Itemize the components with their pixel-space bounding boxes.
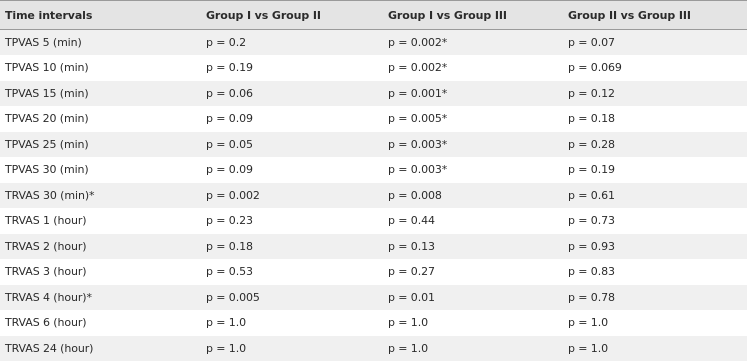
table-row (0, 81, 747, 107)
time-interval-cell: TPVAS 30 (min) (0, 157, 201, 183)
table-row (0, 336, 747, 362)
table-row (0, 234, 747, 260)
p-value-cell: p = 0.23 (201, 208, 383, 234)
table-row (0, 30, 747, 56)
column-header-group-i-vs-iii: Group I vs Group III (383, 1, 563, 30)
p-value-cell: p = 1.0 (201, 336, 383, 362)
p-value-cell: p = 0.06 (201, 81, 383, 107)
p-value-cell: p = 1.0 (563, 336, 747, 362)
p-value-cell: p = 0.44 (383, 208, 563, 234)
time-interval-cell: TRVAS 6 (hour) (0, 310, 201, 336)
p-value-cell: p = 0.83 (563, 259, 747, 285)
p-value-cell: p = 0.002 (201, 183, 383, 209)
table-row (0, 55, 747, 81)
p-value-cell: p = 1.0 (383, 310, 563, 336)
column-header-group-ii-vs-iii: Group II vs Group III (563, 1, 747, 30)
p-value-cell: p = 0.008 (383, 183, 563, 209)
p-value-cell: p = 0.07 (563, 30, 747, 56)
p-value-cell: p = 0.2 (201, 30, 383, 56)
p-value-cell: p = 1.0 (563, 310, 747, 336)
p-value-cell: p = 0.12 (563, 81, 747, 107)
p-value-cell: p = 0.18 (201, 234, 383, 260)
p-value-cell: p = 0.002* (383, 55, 563, 81)
time-interval-cell: TRVAS 1 (hour) (0, 208, 201, 234)
time-interval-cell: TRVAS 3 (hour) (0, 259, 201, 285)
table-row (0, 285, 747, 311)
time-interval-cell: TRVAS 30 (min)* (0, 183, 201, 209)
column-header-group-i-vs-ii: Group I vs Group II (201, 1, 383, 30)
header-row (0, 1, 747, 30)
p-value-cell: p = 0.09 (201, 106, 383, 132)
p-value-cell: p = 0.09 (201, 157, 383, 183)
table-row (0, 157, 747, 183)
time-interval-cell: TRVAS 4 (hour)* (0, 285, 201, 311)
p-value-cell: p = 0.28 (563, 132, 747, 158)
p-value-cell: p = 0.18 (563, 106, 747, 132)
p-value-cell: p = 0.19 (201, 55, 383, 81)
p-value-cell: p = 0.001* (383, 81, 563, 107)
p-value-cell: p = 0.53 (201, 259, 383, 285)
time-interval-cell: TPVAS 25 (min) (0, 132, 201, 158)
p-value-cell: p = 0.78 (563, 285, 747, 311)
p-value-cell: p = 0.002* (383, 30, 563, 56)
table-row (0, 106, 747, 132)
p-value-cell: p = 0.05 (201, 132, 383, 158)
p-value-cell: p = 0.19 (563, 157, 747, 183)
table-row (0, 259, 747, 285)
table-row (0, 132, 747, 158)
table-header (0, 1, 747, 30)
time-interval-cell: TPVAS 20 (min) (0, 106, 201, 132)
p-value-cell: p = 1.0 (201, 310, 383, 336)
p-value-cell: p = 0.61 (563, 183, 747, 209)
p-value-cell: p = 0.01 (383, 285, 563, 311)
p-value-cell: p = 0.003* (383, 157, 563, 183)
table-row (0, 183, 747, 209)
p-value-cell: p = 0.005* (383, 106, 563, 132)
p-value-cell: p = 0.003* (383, 132, 563, 158)
table-row (0, 310, 747, 336)
time-interval-cell: TPVAS 15 (min) (0, 81, 201, 107)
p-value-cell: p = 0.73 (563, 208, 747, 234)
p-value-cell: p = 0.13 (383, 234, 563, 260)
time-interval-cell: TPVAS 5 (min) (0, 30, 201, 56)
p-value-cell: p = 0.93 (563, 234, 747, 260)
column-header-time-intervals: Time intervals (0, 1, 201, 30)
p-value-cell: p = 1.0 (383, 336, 563, 362)
p-value-cell: p = 0.27 (383, 259, 563, 285)
p-value-cell: p = 0.005 (201, 285, 383, 311)
time-interval-cell: TRVAS 24 (hour) (0, 336, 201, 362)
time-interval-cell: TRVAS 2 (hour) (0, 234, 201, 260)
table-body (0, 30, 747, 362)
table-row (0, 208, 747, 234)
p-value-cell: p = 0.069 (563, 55, 747, 81)
time-interval-cell: TPVAS 10 (min) (0, 55, 201, 81)
